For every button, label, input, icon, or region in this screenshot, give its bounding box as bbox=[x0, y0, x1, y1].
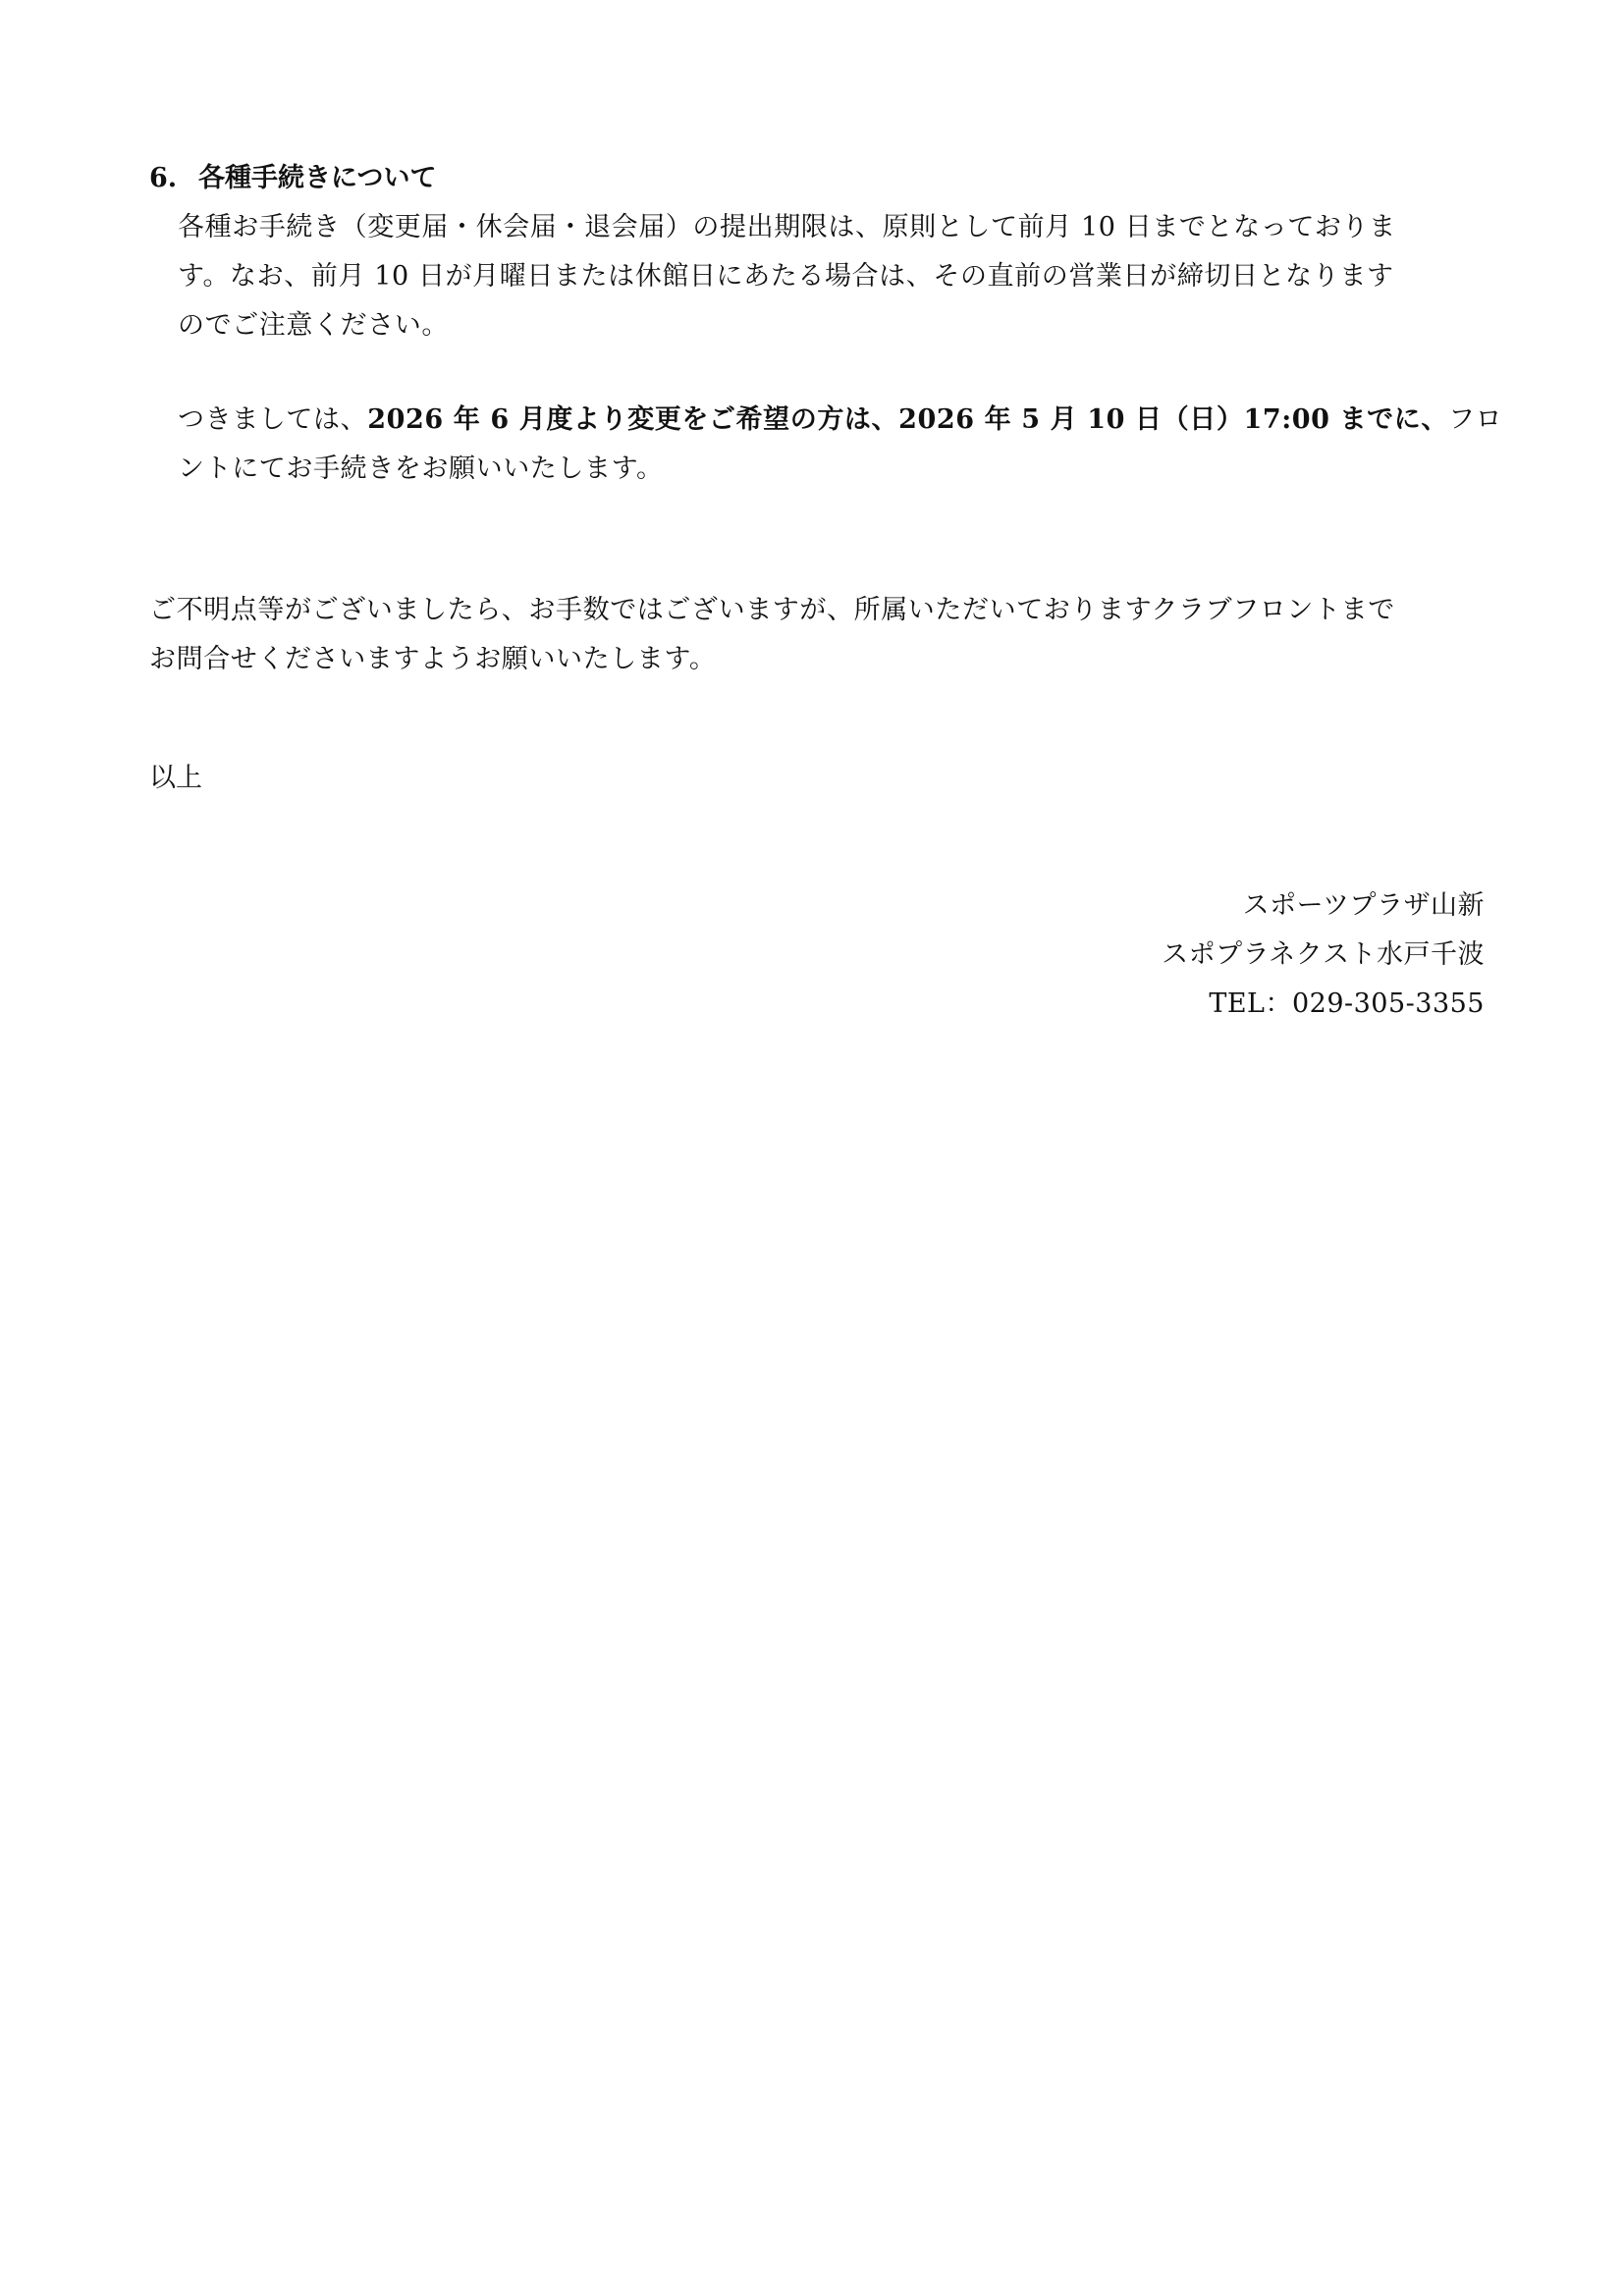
section-number: 6. bbox=[149, 163, 178, 193]
phone-number: TEL：029-305-3355 bbox=[1209, 988, 1485, 1019]
section-heading bbox=[149, 159, 436, 198]
paragraph-line: お問合せくださいますようお願いいたします。 bbox=[149, 644, 717, 674]
paragraph-line: す。なお、前月 10 日が月曜日または休館日にあたる場合は、その直前の営業日が締切日となります bbox=[178, 261, 1394, 292]
paragraph-line bbox=[178, 396, 1503, 445]
notice-prefix: つきましては、 bbox=[178, 404, 368, 435]
organization-name: スポーツプラザ山新 bbox=[1242, 890, 1485, 921]
closing-word: 以上 bbox=[149, 763, 202, 793]
paragraph-line: のでご注意ください。 bbox=[178, 310, 449, 341]
procedure-deadline-paragraph bbox=[178, 203, 1484, 350]
inquiry-paragraph bbox=[149, 586, 1485, 684]
signature-block bbox=[1162, 881, 1485, 1029]
notice-suffix: フロ bbox=[1447, 404, 1503, 435]
organization-name: スポプラネクスト水戸千波 bbox=[1162, 939, 1485, 970]
paragraph-line: 各種お手続き（変更届・休会届・退会届）の提出期限は、原則として前月 10 日までとなっておりま bbox=[178, 212, 1396, 242]
paragraph-line: ントにてお手続きをお願いいたします。 bbox=[178, 454, 664, 484]
section-title: 各種手続きについて bbox=[198, 163, 437, 193]
june-change-notice-paragraph bbox=[178, 396, 1503, 494]
paragraph-line: ご不明点等がございましたら、お手数ではございますが、所属いただいておりますクラブフロントまで bbox=[149, 595, 1395, 625]
notice-deadline-bold: 2026 年 6 月度より変更をご希望の方は、2026 年 5 月 10 日（日）17:00 までに、 bbox=[367, 404, 1448, 435]
